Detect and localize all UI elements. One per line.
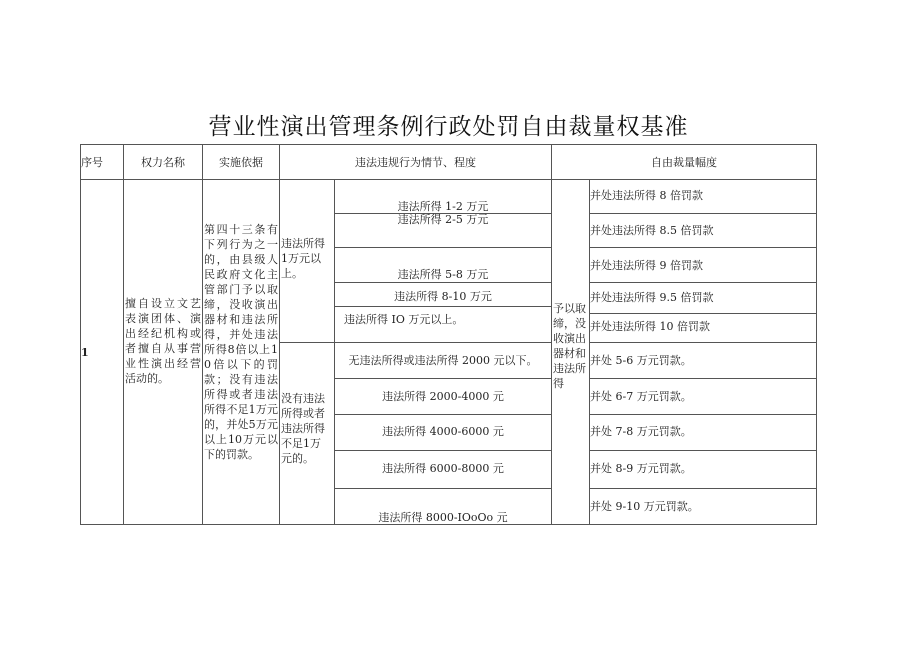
level-cell: 违法所得 6000-8000 元: [382, 462, 504, 475]
document-title: 营业性演出管理条例行政处罚自由裁量权基准: [208, 114, 689, 140]
penalty-cell: 并处 7-8 万元罚款。: [590, 425, 692, 438]
penalty-cell: 并处违法所得 10 倍罚款: [590, 320, 710, 333]
level-row-line: [334, 414, 551, 415]
penalty-row-line: [589, 378, 817, 379]
penalty-row-line: [589, 247, 817, 248]
level-cell: 违法所得 IO 万元以上。: [344, 313, 464, 326]
level-cell: 违法所得 2-5 万元: [397, 213, 489, 226]
penalty-cell: 并处 8-9 万元罚款。: [590, 462, 692, 475]
level-cell: 违法所得 4000-6000 元: [382, 425, 504, 438]
header-power-name: 权力名称: [141, 155, 185, 169]
level-cell: 无违法所得或违法所得 2000 元以下。: [348, 354, 538, 367]
penalty-cell: 并处 9-10 万元罚款。: [590, 500, 699, 513]
penalty-row-line: [589, 450, 817, 451]
level-row-line: [334, 306, 551, 307]
table-border-right: [816, 144, 817, 525]
basis-cell: 第四十三条有下列行为之一的，由县级人民政府文化主管部门予以取缔，没收演出器材和违法所得，并处违法所得8倍以上10倍以下的罚款；没有违法所得或者违法所得不足1万元的，并处5万元以上10万元以下的罚款。: [204, 223, 278, 461]
penalty-cell: 并处违法所得 8.5 倍罚款: [590, 224, 714, 237]
penalty-cell: 并处 6-7 万元罚款。: [590, 390, 692, 403]
header-index: 序号: [81, 155, 103, 169]
level-cell: 违法所得 5-8 万元: [397, 268, 489, 281]
level-cell: 违法所得 8000-IOoOo 元: [378, 511, 508, 524]
level-row-line: [334, 247, 551, 248]
penalty-cell: 并处违法所得 9.5 倍罚款: [590, 291, 714, 304]
level-row-line: [334, 450, 551, 451]
level-cell: 违法所得 8-10 万元: [394, 290, 492, 303]
group-divider-line: [279, 342, 551, 343]
penalty-row-line: [589, 342, 817, 343]
row-index: 1: [81, 345, 89, 359]
group-a-label: 违法所得1万元以上。: [281, 237, 325, 280]
power-name-cell: 擅自设立文艺表演团体、演出经纪机构或者擅自从事营业性演出经营活动的。: [125, 297, 201, 385]
penalty-row-line: [589, 488, 817, 489]
header-bottom-line: [80, 179, 817, 180]
confiscation-cell: 予以取缔，没收演出器材和违法所得: [553, 302, 586, 390]
header-violation: 违法违规行为情节、程度: [355, 155, 476, 169]
penalty-cell: 并处违法所得 8 倍罚款: [590, 189, 703, 202]
penalty-cell: 并处违法所得 9 倍罚款: [590, 259, 703, 272]
penalty-row-line: [589, 313, 817, 314]
level-cell: 违法所得 1-2 万元: [397, 200, 489, 213]
level-row-line: [334, 488, 551, 489]
header-discretion: 自由裁量幅度: [651, 155, 717, 169]
level-row-line: [334, 378, 551, 379]
group-b-label: 没有违法所得或者违法所得不足1万元的。: [281, 392, 325, 465]
penalty-row-line: [589, 282, 817, 283]
penalty-cell: 并处 5-6 万元罚款。: [590, 354, 692, 367]
penalty-row-line: [589, 414, 817, 415]
penalty-row-line: [589, 213, 817, 214]
level-cell: 违法所得 2000-4000 元: [382, 390, 504, 403]
header-basis: 实施依据: [219, 155, 263, 169]
level-row-line: [334, 282, 551, 283]
